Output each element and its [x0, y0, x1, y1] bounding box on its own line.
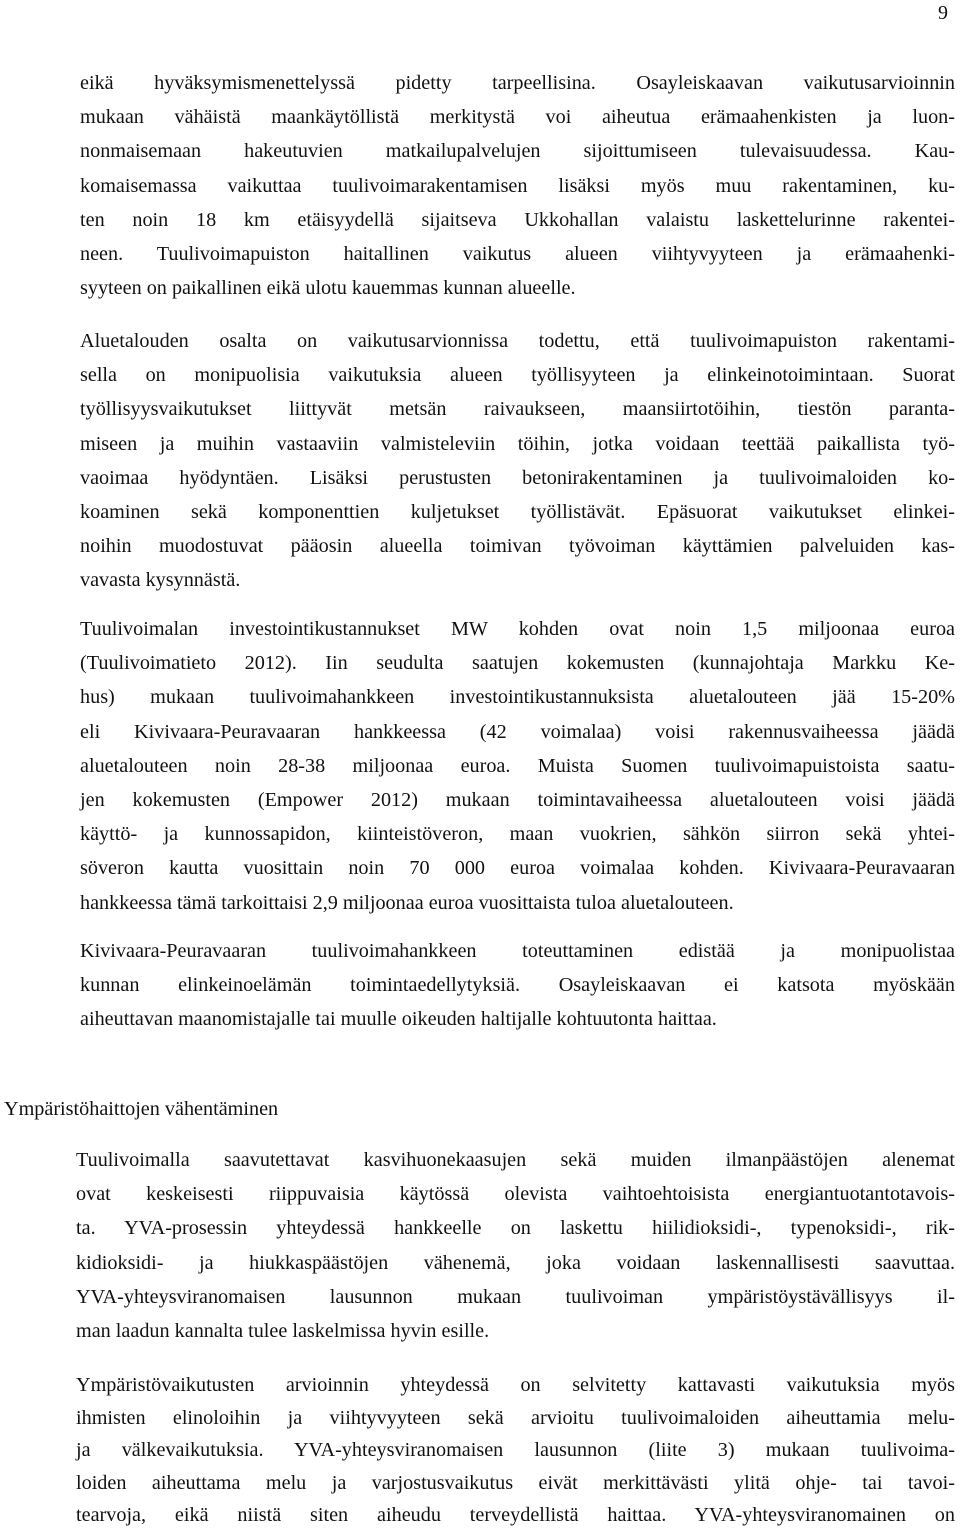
text-line: loiden aiheuttama melu ja varjostusvaikutus eivät merkittävästi ylitä ohje- tai tavoi-	[76, 1471, 955, 1494]
text-line: (Tuulivoimatieto 2012). Iin seudulta saatujen kokemusten (kunnajohtaja Markku Ke-	[80, 652, 955, 675]
text-line: Aluetalouden osalta on vaikutusarvionnissa todettu, että tuulivoimapuiston rakentami-	[80, 330, 955, 352]
text-line: ta. YVA-prosessin yhteydessä hankkeelle on laskettu hiilidioksidi-, typenoksidi-, rik-	[76, 1217, 955, 1240]
paragraph-environmental-assessment	[76, 1369, 955, 1532]
paragraph-investment-costs	[80, 612, 955, 920]
text-line: man laadun kannalta tulee laskelmissa hyvin esille.	[76, 1320, 490, 1343]
paragraph-business-conditions	[80, 934, 955, 1037]
paragraph-landscape-impact	[80, 66, 955, 305]
text-line: vavasta kysynnästä.	[80, 569, 241, 592]
text-line: työllisyysvaikutukset liittyvät metsän raivaukseen, maansiirtotöihin, tiestön paranta-	[80, 398, 955, 421]
text-line: aluetalouteen noin 28-38 miljoonaa euroa. Muista Suomen tuulivoimapuistoista saatu-	[80, 754, 955, 777]
text-line: kunnan elinkeinoelämän toimintaedellytyksiä. Osayleiskaavan ei katsota myöskään	[80, 974, 955, 997]
text-line: Kivivaara-Peuravaaran tuulivoimahankkeen toteuttaminen edistää ja monipuolistaa	[80, 940, 955, 962]
text-line: koaminen sekä komponenttien kuljetukset työllistävät. Epäsuorat vaikutukset elinkei-	[80, 501, 955, 524]
text-line: nonmaisemaan hakeutuvien matkailupalvelujen sijoittumiseen tulevaisuudessa. Kau-	[80, 140, 955, 163]
text-line: aiheuttavan maanomistajalle tai muulle oikeuden haltijalle kohtuutonta haittaa.	[80, 1008, 717, 1031]
text-line: miseen ja muihin vastaaviin valmisteleviin töihin, jotka voidaan teettää paikallista työ-	[80, 432, 955, 455]
text-line: hus) mukaan tuulivoimahankkeen investointikustannuksista aluetalouteen jää 15-20%	[80, 686, 955, 709]
text-line: vaoimaa hyödyntäen. Lisäksi perustusten betonirakentaminen ja tuulivoimaloiden ko-	[80, 466, 955, 489]
text-line: tearvoja, eikä niistä siten aiheudu terveydellistä haittaa. YVA-yhteysviranomainen on	[76, 1504, 955, 1527]
text-line: neen. Tuulivoimapuiston haitallinen vaikutus alueen viihtyvyyteen ja erämaahenki-	[80, 243, 955, 266]
text-line: kidioksidi- ja hiukkaspäästöjen vähenemä, joka voidaan laskennallisesti saavuttaa.	[76, 1251, 955, 1274]
text-line: Tuulivoimalan investointikustannukset MW kohden ovat noin 1,5 miljoonaa euroa	[80, 618, 955, 640]
paragraph-emission-reduction	[76, 1143, 955, 1348]
text-line: käyttö- ja kunnossapidon, kiinteistöveron, maan vuokrien, sähkön siirron sekä yhtei-	[80, 823, 955, 846]
text-line: hankkeessa tämä tarkoittaisi 2,9 miljoonaa euroa vuosittaista tuloa aluetalouteen.	[80, 891, 734, 914]
text-line: sella on monipuolisia vaikutuksia alueen työllisyyteen ja elinkeinotoimintaan. Suorat	[80, 364, 955, 387]
text-line: syyteen on paikallinen eikä ulotu kauemmas kunnan alueelle.	[80, 277, 576, 300]
text-line: mukaan vähäistä maankäytöllistä merkitystä voi aiheutua erämaahenkisten ja luon-	[80, 106, 955, 129]
text-line: komaisemassa vaikuttaa tuulivoimarakentamisen lisäksi myös muu rakentaminen, ku-	[80, 174, 955, 197]
text-line: söveron kautta vuosittain noin 70 000 euroa voimalaa kohden. Kivivaara-Peuravaaran	[80, 857, 955, 880]
text-line: Tuulivoimalla saavutettavat kasvihuonekaasujen sekä muiden ilmanpäästöjen alenemat	[76, 1149, 955, 1171]
text-line: YVA-yhteysviranomaisen lausunnon mukaan tuulivoiman ympäristöystävällisyys il-	[76, 1285, 955, 1308]
page-number: 9	[938, 2, 948, 24]
section-heading: Ympäristöhaittojen vähentäminen	[4, 1098, 279, 1120]
text-line: Ympäristövaikutusten arvioinnin yhteydessä on selvitetty kattavasti vaikutuksia myös	[76, 1374, 955, 1396]
text-line: ihmisten elinoloihin ja viihtyvyyteen sekä arvioitu tuulivoimaloiden aiheuttamia melu-	[76, 1406, 955, 1429]
text-line: ovat keskeisesti riippuvaisia käytössä olevista vaihtoehtoisista energiantuotantotavois-	[76, 1183, 955, 1206]
text-line: ja välkevaikutuksia. YVA-yhteysviranomaisen lausunnon (liite 3) mukaan tuulivoima-	[76, 1439, 955, 1462]
text-line: eli Kivivaara-Peuravaaran hankkeessa (42 voimalaa) voisi rakennusvaiheessa jäädä	[80, 720, 955, 743]
text-line: eikä hyväksymismenettelyssä pidetty tarpeellisina. Osayleiskaavan vaikutusarvioinnin	[80, 72, 955, 94]
paragraph-regional-economy	[80, 324, 955, 598]
text-line: ten noin 18 km etäisyydellä sijaitseva Ukkohallan valaistu laskettelurinne rakentei-	[80, 208, 955, 231]
text-line: jen kokemusten (Empower 2012) mukaan toimintavaiheessa aluetalouteen voisi jäädä	[80, 789, 955, 812]
text-line: noihin muodostuvat pääosin alueella toimivan työvoiman käyttämien palveluiden kas-	[80, 535, 955, 558]
